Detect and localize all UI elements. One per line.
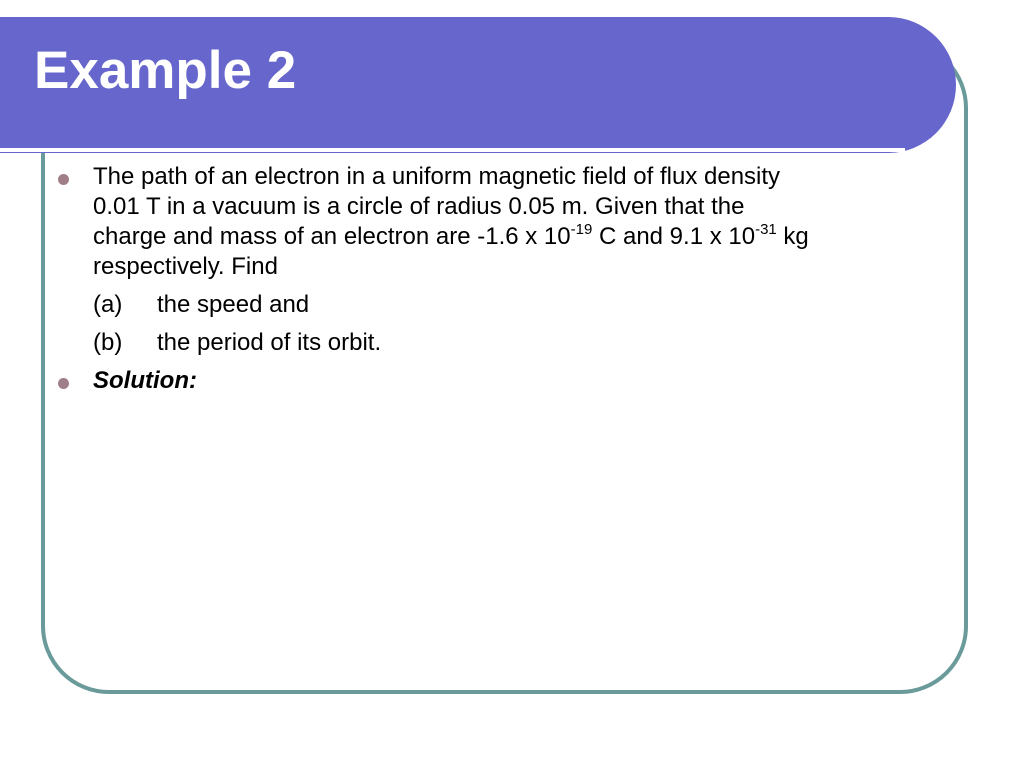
- problem-line-4: respectively. Find: [93, 253, 278, 280]
- problem-line-3-start: charge and mass of an electron are -1.6 x 10: [93, 223, 571, 250]
- bullet-dot-icon: [58, 378, 69, 389]
- bullet-dot-icon: [58, 174, 69, 185]
- part-b-letter: (b): [93, 329, 123, 356]
- part-a: [58, 290, 958, 320]
- title-underline-rule: [0, 148, 905, 152]
- charge-exponent: -19: [570, 221, 593, 238]
- problem-line-3-mid: C and 9.1 x 10: [592, 223, 756, 250]
- mass-exponent: -31: [755, 221, 777, 238]
- problem-line-3-end: kg: [776, 223, 809, 250]
- solution-bullet: [58, 366, 958, 396]
- part-b: [58, 328, 958, 358]
- part-b-text: the period of its orbit.: [157, 329, 382, 356]
- part-a-text: the speed and: [157, 291, 310, 318]
- problem-bullet: [58, 162, 958, 282]
- part-a-letter: (a): [93, 291, 123, 318]
- solution-label: Solution:: [93, 367, 197, 394]
- slide-title: Example 2: [34, 41, 297, 100]
- slide-body: [58, 162, 958, 396]
- problem-line-1: The path of an electron in a uniform magnetic field of flux density: [93, 163, 781, 190]
- problem-statement: [93, 162, 958, 282]
- problem-line-2: 0.01 T in a vacuum is a circle of radius 0.05 m. Given that the: [93, 193, 745, 220]
